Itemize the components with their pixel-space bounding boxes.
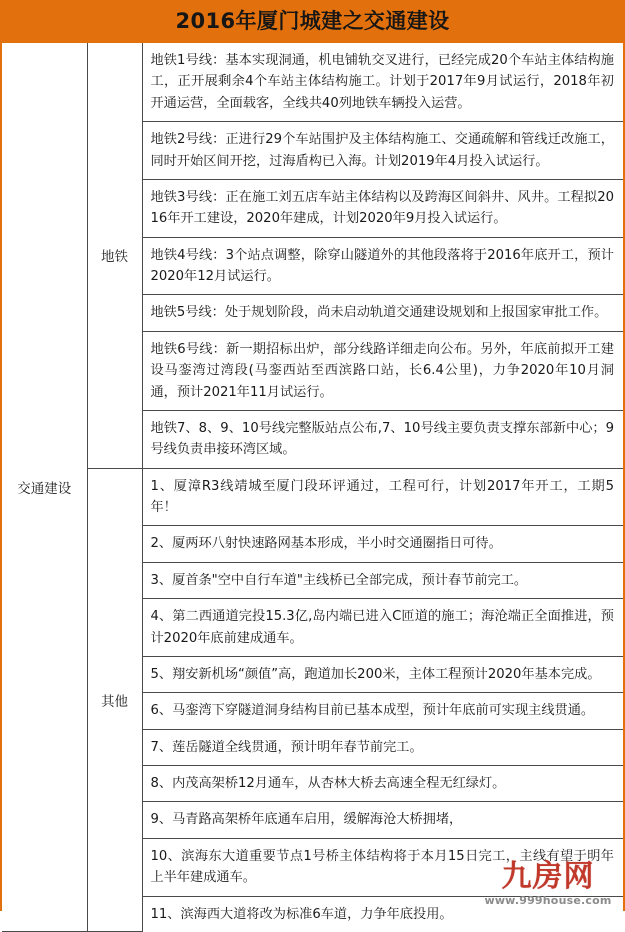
detail-cell-other-5: 5、翔安新机场“颜值”高，跑道加长200米，主体工程预计2020年基本完成。 (142, 656, 623, 692)
detail-cell-other-8: 8、内茂高架桥12月通车，从杏林大桥去高速全程无红绿灯。 (142, 766, 623, 802)
transport-table-container (0, 43, 625, 922)
detail-cell-metro-line-5: 地铁5号线：处于规划阶段，尚未启动轨道交通建设规划和上报国家审批工作。 (142, 295, 623, 331)
detail-cell-metro-line-6: 地铁6号线：新一期招标出炉，部分线路详细走向公布。另外，年底前拟开工建设马銮湾过湾段(马銮西站至西滨路口站，长6.4公里)，力争2020年10月洞通，预计2021年11月试运行。 (142, 331, 623, 410)
watermark-url-text: www.999house.com (484, 893, 612, 907)
detail-cell-metro-line-2: 地铁2号线：正进行29个车站围护及主体结构施工、交通疏解和管线迁改施工，同时开始区间开挖，过海盾构已入海。计划2019年4月投入试运行。 (142, 122, 623, 180)
detail-cell-other-4: 4、第二西通道完投15.3亿,岛内端已进入C匝道的施工；海沧端正全面推进，预计2020年底前建成通车。 (142, 599, 623, 657)
table-body (2, 43, 623, 932)
detail-cell-other-6: 6、马銮湾下穿隧道洞身结构目前已基本成型，预计年底前可实现主线贯通。 (142, 693, 623, 729)
detail-cell-other-7: 7、莲岳隧道全线贯通，预计明年春节前完工。 (142, 729, 623, 765)
page-title: 2016年厦门城建之交通建设 (175, 9, 450, 33)
detail-cell-metro-line-3: 地铁3号线：正在施工刘五店车站主体结构以及跨海区间斜井、风井。工程拟2016年开工建设，2020年建成，计划2020年9月投入试运行。 (142, 179, 623, 237)
detail-cell-other-3: 3、厦首条"空中自行车道"主线桥已全部完成，预计春节前完工。 (142, 562, 623, 598)
detail-cell-other-2: 2、厦两环八射快速路网基本形成，半小时交通圈指日可待。 (142, 526, 623, 562)
detail-cell-other-9: 9、马青路高架桥年底通车启用，缓解海沧大桥拥堵， (142, 802, 623, 838)
table-row (2, 43, 623, 122)
watermark-logo-text: 九房网 (501, 859, 595, 895)
detail-cell-other-1: 1、厦漳R3线靖城至厦门段环评通过，工程可行，计划2017年开工，工期5年！ (142, 468, 623, 526)
table-row (2, 468, 623, 526)
transport-table (2, 43, 623, 932)
subcategory-cell-metro: 地铁 (87, 43, 142, 468)
detail-cell-metro-lines-7-10: 地铁7、8、9、10号线完整版站点公布,7、10号线主要负责支撑东部新中心；9号线负责串接环湾区域。 (142, 410, 623, 468)
detail-cell-other-10: 10、滨海东大道重要节点1号桥主体结构将于本月15日完工，主线有望于明年上半年建成通车。 (142, 838, 623, 896)
subcategory-cell-other: 其他 (87, 468, 142, 932)
detail-cell-other-11: 11、滨海西大道将改为标准6车道，力争年底投用。 (142, 896, 623, 932)
detail-cell-metro-line-4: 地铁4号线：3个站点调整，除穿山隧道外的其他段落将于2016年底开工，预计2020年12月试运行。 (142, 237, 623, 295)
category-cell-transport: 交通建设 (2, 43, 87, 932)
title-banner (0, 0, 625, 43)
detail-cell-metro-line-1: 地铁1号线：基本实现洞通，机电铺轨交叉进行，已经完成20个车站主体结构施工，正开展剩余4个车站主体结构施工。计划于2017年9月试运行，2018年初开通运营，全面载客，全线共40列地铁车辆投入运营。 (142, 43, 623, 122)
